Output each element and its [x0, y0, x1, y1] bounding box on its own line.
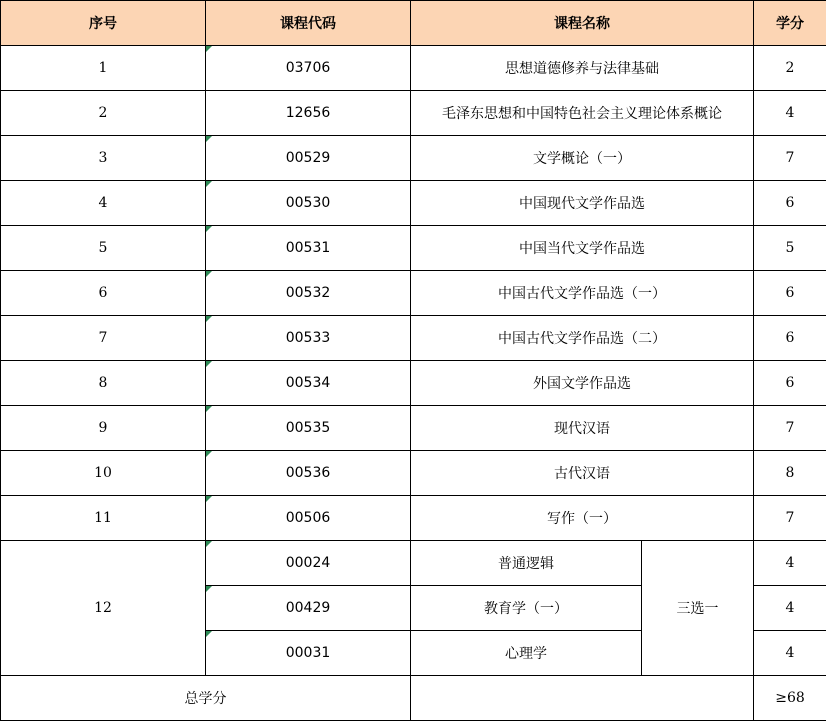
header-name: 课程名称	[411, 1, 754, 46]
row-code: 00531	[206, 226, 411, 271]
row-index: 11	[1, 496, 206, 541]
row-credit: 6	[754, 361, 826, 406]
row-index: 1	[1, 46, 206, 91]
table-row	[1, 496, 826, 541]
table-row	[1, 46, 826, 91]
elective-row	[1, 541, 826, 586]
row-code: 00532	[206, 271, 411, 316]
row-credit: 6	[754, 316, 826, 361]
row-code: 12656	[206, 91, 411, 136]
total-label: 总学分	[1, 676, 411, 721]
row-code: 03706	[206, 46, 411, 91]
table-row	[1, 181, 826, 226]
row-index: 6	[1, 271, 206, 316]
row-name: 中国当代文学作品选	[411, 226, 754, 271]
table-row	[1, 91, 826, 136]
row-name: 中国古代文学作品选（二）	[411, 316, 754, 361]
row-credit: 5	[754, 226, 826, 271]
table-row	[1, 361, 826, 406]
row-code: 00533	[206, 316, 411, 361]
row-index: 10	[1, 451, 206, 496]
header-row	[1, 1, 826, 46]
row-code: 00506	[206, 496, 411, 541]
row-name: 古代汉语	[411, 451, 754, 496]
row-name: 写作（一）	[411, 496, 754, 541]
row-code: 00529	[206, 136, 411, 181]
row-credit: 4	[754, 91, 826, 136]
row-name: 外国文学作品选	[411, 361, 754, 406]
elective-credit: 4	[754, 586, 826, 631]
elective-code: 00429	[206, 586, 411, 631]
elective-name: 普通逻辑	[411, 541, 642, 586]
total-row	[1, 676, 826, 721]
row-name: 现代汉语	[411, 406, 754, 451]
elective-credit: 4	[754, 631, 826, 676]
row-name: 毛泽东思想和中国特色社会主义理论体系概论	[411, 91, 754, 136]
total-blank	[411, 676, 754, 721]
row-index: 7	[1, 316, 206, 361]
table-row	[1, 271, 826, 316]
row-index: 5	[1, 226, 206, 271]
elective-note: 三选一	[642, 541, 754, 676]
row-index: 8	[1, 361, 206, 406]
row-code: 00535	[206, 406, 411, 451]
elective-name: 教育学（一）	[411, 586, 642, 631]
row-code: 00530	[206, 181, 411, 226]
row-index: 3	[1, 136, 206, 181]
row-credit: 7	[754, 406, 826, 451]
row-index: 2	[1, 91, 206, 136]
table-row	[1, 451, 826, 496]
elective-code: 00031	[206, 631, 411, 676]
table-row	[1, 316, 826, 361]
table-row	[1, 226, 826, 271]
elective-name: 心理学	[411, 631, 642, 676]
row-index: 9	[1, 406, 206, 451]
table-row	[1, 136, 826, 181]
row-credit: 6	[754, 271, 826, 316]
row-name: 思想道德修养与法律基础	[411, 46, 754, 91]
header-credit: 学分	[754, 1, 826, 46]
header-code: 课程代码	[206, 1, 411, 46]
row-code: 00534	[206, 361, 411, 406]
row-credit: 7	[754, 496, 826, 541]
header-index: 序号	[1, 1, 206, 46]
row-name: 中国古代文学作品选（一）	[411, 271, 754, 316]
table-row	[1, 406, 826, 451]
row-name: 中国现代文学作品选	[411, 181, 754, 226]
row-credit: 6	[754, 181, 826, 226]
elective-credit: 4	[754, 541, 826, 586]
row-credit: 2	[754, 46, 826, 91]
row-index: 4	[1, 181, 206, 226]
row-credit: 8	[754, 451, 826, 496]
row-credit: 7	[754, 136, 826, 181]
elective-code: 00024	[206, 541, 411, 586]
row-code: 00536	[206, 451, 411, 496]
total-value: ≥68	[754, 676, 826, 721]
elective-index: 12	[1, 541, 206, 676]
row-name: 文学概论（一）	[411, 136, 754, 181]
